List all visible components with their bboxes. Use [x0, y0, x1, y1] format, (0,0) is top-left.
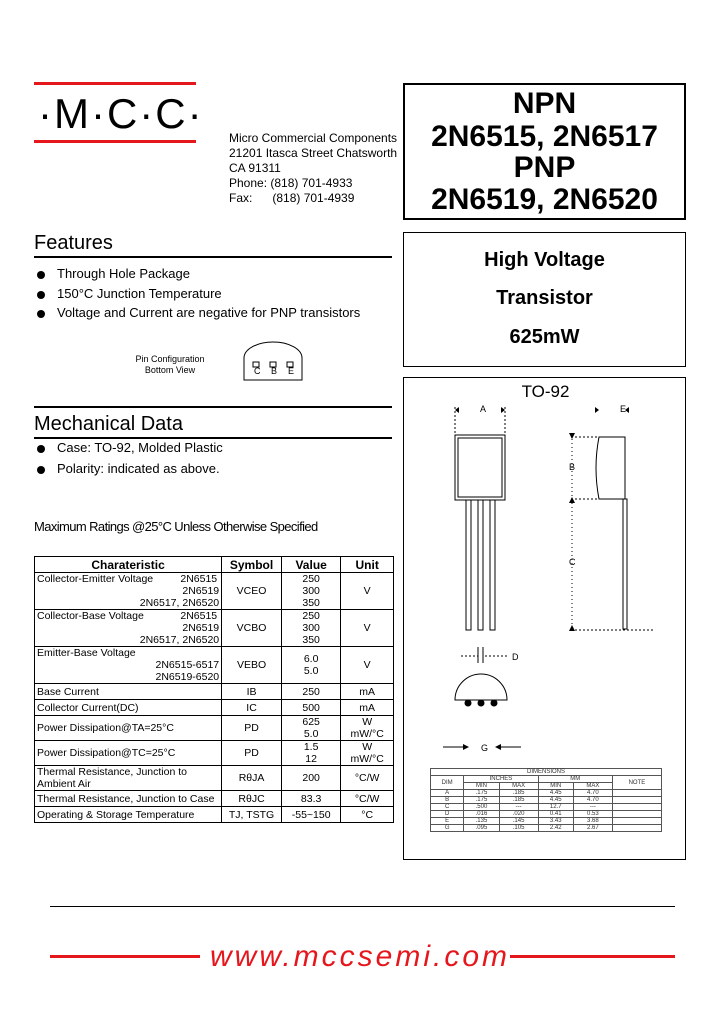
desc-line2: Transistor: [496, 287, 593, 309]
lead-side: [623, 499, 627, 629]
pin-c: C: [254, 366, 261, 376]
to92-drawing: [403, 377, 686, 777]
company-fax: [229, 191, 397, 206]
dims-head-inches: INCHES: [464, 776, 538, 783]
phone-value: (818) 701-4933: [270, 176, 353, 190]
logo-bottom-line: [34, 140, 196, 143]
feature-item: 150°C Junction Temperature: [37, 286, 222, 301]
feature-item: Voltage and Current are negative for PNP transistors: [37, 305, 360, 320]
dims-row: C .500 --- 12.7 ---: [431, 804, 662, 811]
dim-label-c: C: [569, 557, 576, 567]
pnp-label: PNP: [513, 151, 576, 184]
dims-title: DIMENSIONS: [431, 769, 662, 776]
dim-label-e: E: [620, 404, 627, 414]
description-box: [403, 232, 686, 367]
company-street: 21201 Itasca Street Chatsworth: [229, 146, 398, 160]
dims-row: D .016 .020 0.41 0.53: [431, 811, 662, 818]
dim-label-g: G: [481, 743, 489, 753]
col-symbol: Symbol: [222, 557, 282, 573]
package-front-inner: [458, 438, 502, 497]
dim-label-a: A: [480, 404, 487, 414]
dimensions-table: [430, 768, 662, 832]
col-unit: Unit: [341, 557, 394, 573]
lead-right: [490, 500, 495, 630]
npn-label: NPN: [512, 87, 577, 120]
mechanical-top-rule: [34, 406, 392, 408]
lead-mid: [478, 500, 483, 630]
website-url[interactable]: www.mccsemi.com: [209, 940, 510, 973]
col-characteristic: Charateristic: [35, 557, 222, 573]
side-view: [571, 437, 653, 630]
rating-row: Power Dissipation@TC=25°C PD 1.5 12 W mW/°C: [35, 741, 394, 766]
footer-rule: [50, 906, 675, 907]
rating-row: Collector-Emitter Voltage 2N6515 2N6519 2N6517, 2N6520 VCEO 250 300 350 V: [35, 573, 394, 610]
mechanical-item: Case: TO-92, Molded Plastic: [37, 440, 223, 455]
rating-row: Operating & Storage Temperature TJ, TSTG -55~150 °C: [35, 807, 394, 823]
rating-row: Power Dissipation@TA=25°C PD 625 5.0 W mW/°C: [35, 716, 394, 741]
ratings-table: [34, 556, 394, 823]
pin-config-line2: Bottom View: [144, 365, 196, 375]
lead-left: [466, 500, 471, 630]
rating-row: Collector Current(DC) IC 500 mA: [35, 700, 394, 716]
dims-head-mm: MM: [538, 776, 612, 783]
company-address: [229, 131, 397, 206]
pin-e: E: [288, 366, 295, 376]
dims-sub: MIN: [538, 783, 573, 790]
pin-config-icon: [238, 340, 308, 384]
rating-row: Thermal Resistance, Junction to Case RθJC 83.3 °C/W: [35, 791, 394, 807]
part-number-box: [403, 83, 686, 220]
dims-sub: MIN: [464, 783, 499, 790]
bottom-view: [443, 674, 521, 747]
features-title: Features: [34, 232, 113, 254]
mechanical-title: Mechanical Data: [34, 413, 183, 435]
dims-head-note: NOTE: [612, 776, 661, 790]
fax-label: Fax:: [229, 191, 253, 205]
pnp-parts: 2N6519, 2N6520: [431, 183, 658, 216]
pin-config-caption: [120, 354, 220, 376]
mechanical-rule: [34, 437, 392, 439]
fax-value: (818) 701-4939: [272, 191, 355, 205]
dim-label-d: D: [512, 652, 519, 662]
dims-row: G .095 .105 2.42 2.67: [431, 825, 662, 832]
dims-sub: MAX: [499, 783, 538, 790]
desc-line3: 625mW: [509, 326, 580, 348]
dims-row: B .175 .185 4.45 4.70: [431, 797, 662, 804]
rating-row: Collector-Base Voltage 2N6515 2N6519 2N6517, 2N6520 VCBO 250 300 350 V: [35, 610, 394, 647]
logo-top-line: [34, 82, 196, 85]
npn-parts: 2N6515, 2N6517: [431, 120, 658, 153]
company-name: Micro Commercial Components: [229, 131, 398, 145]
pin-b: B: [271, 366, 278, 376]
rating-row: Base Current IB 250 mA: [35, 684, 394, 700]
dims-row: E .135 .145 3.43 3.68: [431, 818, 662, 825]
pin-config-line1: Pin Configuration: [135, 354, 205, 364]
ratings-title: Maximum Ratings @25°C Unless Otherwise Specified: [34, 519, 318, 534]
footer-red-right: [510, 955, 675, 958]
phone-label: Phone:: [229, 176, 268, 190]
rating-row: Emitter-Base Voltage 2N6515-6517 2N6519-6520 VEBO 6.0 5.0 V: [35, 647, 394, 684]
company-phone: [229, 176, 397, 191]
package-name: TO-92: [521, 382, 570, 401]
dim-label-b: B: [569, 462, 576, 472]
mechanical-item: Polarity: indicated as above.: [37, 461, 220, 476]
package-front-body: [455, 435, 505, 500]
front-view: [455, 407, 505, 630]
rating-row: Thermal Resistance, Junction to Ambient Air RθJA 200 °C/W: [35, 766, 394, 791]
dims-sub: MAX: [573, 783, 612, 790]
package-side-body: [596, 437, 625, 499]
col-value: Value: [281, 557, 340, 573]
feature-item: Through Hole Package: [37, 266, 190, 281]
company-city: CA 91311: [229, 161, 281, 175]
dims-row: A .175 .185 4.45 4.70: [431, 790, 662, 797]
desc-line1: High Voltage: [484, 249, 605, 271]
mcc-logo: ·M·C·C·: [38, 90, 204, 137]
features-rule: [34, 256, 392, 258]
dims-head-dim: DIM: [431, 776, 464, 790]
